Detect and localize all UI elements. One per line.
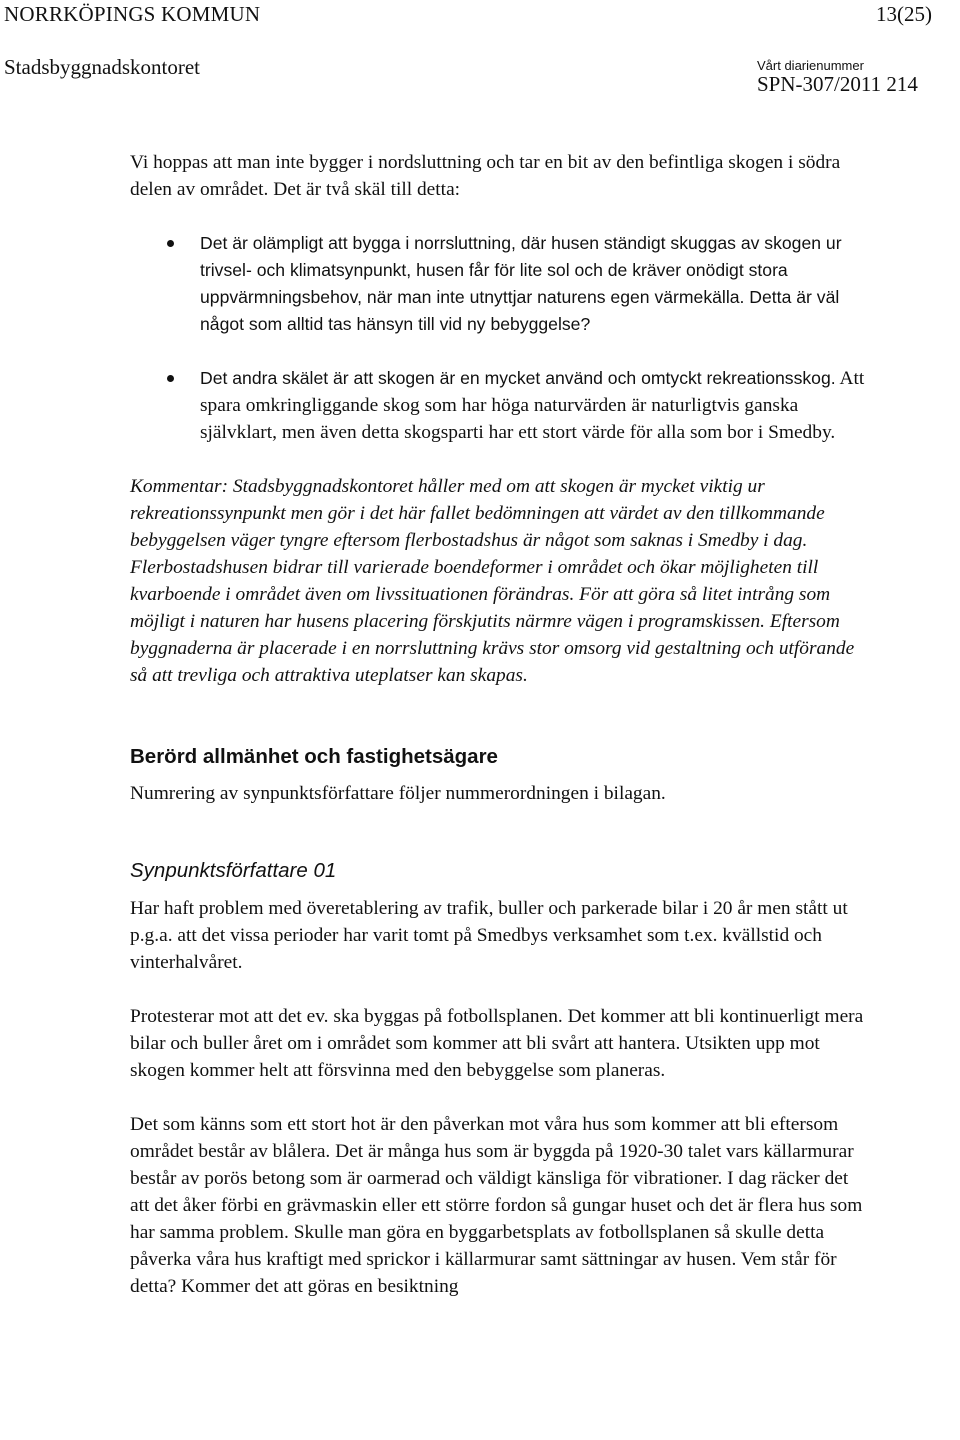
body-paragraph: Protesterar mot att det ev. ska byggas på fotbollsplanen. Det kommer att bli kontinuerligt mera bilar och buller året om i området som kommer att bli svårt att hantera. Utsikten upp mot skogen kommer helt att försvinna med den bebyggelse som planeras. (130, 1006, 864, 1081)
header-diarie-number: SPN-307/2011 214 (757, 72, 918, 96)
list-item (130, 230, 870, 338)
section-intro: Numrering av synpunktsförfattare följer nummerordningen i bilagan. (130, 783, 666, 804)
bullet-icon (167, 240, 174, 247)
sub-heading: Synpunktsförfattare 01 (130, 859, 337, 882)
list-item (130, 365, 870, 446)
header-page-number: 13(25) (876, 2, 932, 26)
bullet-text-sans: Det är olämpligt att bygga i norrsluttning, där husen ständigt skuggas av skogen ur trivsel- och klimatsynpunkt, husen får för lite sol och de kräver onödigt stora uppvärmningsbehov, när man inte utnyttjar naturens egen värmekälla. Detta är väl något som alltid tas hänsyn till vid ny bebyggelse? (200, 233, 842, 334)
section-heading: Berörd allmänhet och fastighetsägare (130, 745, 498, 768)
header-diarie-label: Vårt diarienummer (757, 58, 864, 73)
bullet-icon (167, 375, 174, 382)
reasons-list (130, 230, 870, 446)
intro-paragraph: Vi hoppas att man inte bygger i nordsluttning och tar en bit av den befintliga skogen i södra delen av området. Det är två skäl till detta: (130, 152, 841, 200)
bullet-text-serif: Att spara omkringliggande skog som har höga naturvärden är naturligtvis ganska självklart, men även detta skogsparti har ett stort värde för alla som bor i Smedby. (200, 368, 865, 443)
body-paragraph: Har haft problem med överetablering av trafik, buller och parkerade bilar i 20 år men stått ut p.g.a. att det vissa perioder har varit tomt på Smedbys verksamhet som t.ex. kvällstid och vinterhalvåret. (130, 898, 848, 973)
header-department: Stadsbyggnadskontoret (4, 55, 200, 79)
header-organization: NORRKÖPINGS KOMMUN (4, 2, 261, 26)
comment-paragraph: Kommentar: Stadsbyggnadskontoret håller med om att skogen är mycket viktig ur rekreationssynpunkt men gör i det här fallet bedömningen att värdet av den tillkommande bebyggelsen väger tyngre eftersom flerbostadshus är något som saknas i Smedby i dag. Flerbostadshusen bidrar till varierade boendeformer i området och ökar möjligheten till kvarboende i området även om livssituationen förändras. För att göra så litet intrång som möjligt i naturen har husens placering förskjutits närmre vägen i programskissen. Eftersom byggnaderna är placerade i en norrsluttning krävs stor omsorg vid gestaltning och utförande så att trevliga och attraktiva uteplatser kan skapas. (130, 476, 855, 686)
bullet-text-sans: Det andra skälet är att skogen är en mycket använd och omtyckt rekreationsskog. (200, 368, 836, 388)
body-paragraph: Det som känns som ett stort hot är den påverkan mot våra hus som kommer att bli eftersom området består av blålera. Det är många hus som är byggda på 1920-30 talet vars källarmurar består av porös betong som är oarmerad och väldigt känsliga för vibrationer. I dag räcker det att det åker förbi en grävmaskin eller ett större fordon så gungar huset och det är flera hus som har samma problem. Skulle man göra en byggarbetsplats av fotbollsplanen så skulle detta påverka våra hus kraftigt med sprickor i källarmurar samt sättningar av husen. Vem står för detta? Kommer det att göras en besiktning (130, 1114, 863, 1297)
document-body (130, 149, 870, 1300)
